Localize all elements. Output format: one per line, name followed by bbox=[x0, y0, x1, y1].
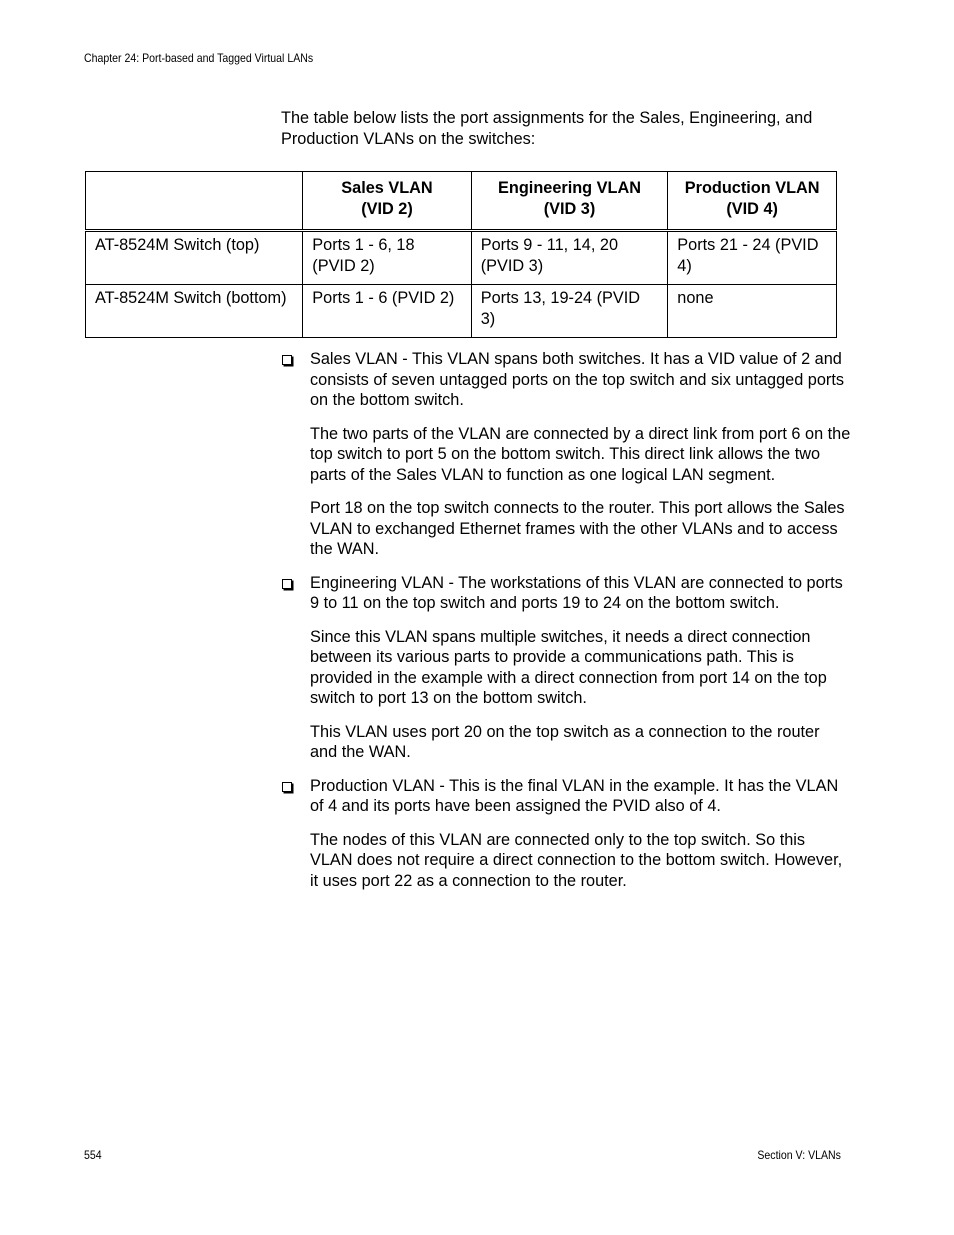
table-header-row bbox=[86, 172, 837, 231]
table-cell: Ports 21 - 24 (PVID 4) bbox=[668, 231, 837, 285]
paragraph: Port 18 on the top switch connects to the router. This port allows the Sales VLAN to exchanged Ethernet frames with the other VLANs and to access the WAN. bbox=[310, 499, 845, 558]
checkbox-bullet-icon bbox=[282, 782, 292, 792]
table-row bbox=[86, 231, 837, 285]
header-vid: (VID 2) bbox=[361, 199, 413, 218]
paragraph: Production VLAN - This is the final VLAN in the example. It has the VLAN of 4 and its ports have been assigned the PVID also of 4. bbox=[310, 776, 839, 815]
bullet-list bbox=[281, 349, 851, 904]
header-vid: (VID 3) bbox=[543, 199, 596, 218]
table-cell: Ports 1 - 6 (PVID 2) bbox=[303, 285, 471, 338]
intro-paragraph: The table below lists the port assignments for the Sales, Engineering, and Production VLANs on the switches: bbox=[281, 109, 813, 148]
table-cell: AT-8524M Switch (bottom) bbox=[86, 285, 303, 338]
header-vid: (VID 4) bbox=[726, 199, 778, 218]
header-title: Sales VLAN bbox=[341, 179, 433, 197]
paragraph: The nodes of this VLAN are connected only to the top switch. So this VLAN does not require a direct connection to the bottom switch. However, it uses port 22 as a connection to the router. bbox=[310, 830, 843, 890]
checkbox-bullet-icon bbox=[282, 355, 292, 365]
paragraph: This VLAN uses port 20 on the top switch as a connection to the router and the WAN. bbox=[310, 722, 820, 761]
header-title: Production VLAN bbox=[684, 179, 820, 197]
vlan-port-table bbox=[85, 171, 837, 338]
paragraph: Since this VLAN spans multiple switches, it needs a direct connection between its various parts to provide a communications path. This is provided in the example with a direct connection from port 14 on the top switch to port 13 on the bottom switch. bbox=[310, 627, 827, 707]
table-cell: AT-8524M Switch (top) bbox=[86, 231, 303, 285]
table-header-cell bbox=[471, 172, 668, 231]
table-header-cell bbox=[668, 172, 837, 231]
bullet-item-production bbox=[281, 776, 851, 892]
paragraph: Engineering VLAN - The workstations of this VLAN are connected to ports 9 to 11 on the top switch and ports 19 to 24 on the bottom switch. bbox=[310, 573, 843, 612]
table-cell: Ports 13, 19-24 (PVID 3) bbox=[471, 285, 668, 338]
checkbox-bullet-icon bbox=[282, 579, 292, 589]
table-row bbox=[86, 285, 837, 338]
table-cell: Ports 9 - 11, 14, 20 (PVID 3) bbox=[471, 231, 668, 285]
bullet-item-sales bbox=[281, 349, 851, 560]
table-cell: Ports 1 - 6, 18 (PVID 2) bbox=[303, 231, 471, 285]
bullet-item-engineering bbox=[281, 573, 851, 763]
table-header-cell bbox=[86, 172, 303, 231]
table-cell: none bbox=[668, 285, 837, 338]
header-title: Engineering VLAN bbox=[498, 179, 641, 197]
paragraph: Sales VLAN - This VLAN spans both switches. It has a VID value of 2 and consists of seven untagged ports on the top switch and six untagged ports on the bottom switch. bbox=[310, 350, 844, 409]
section-title: Section V: VLANs bbox=[757, 1148, 841, 1162]
running-header: Chapter 24: Port-based and Tagged Virtual LANs bbox=[84, 51, 314, 65]
page-number: 554 bbox=[84, 1148, 102, 1162]
paragraph: The two parts of the VLAN are connected by a direct link from port 6 on the top switch to port 5 on the bottom switch. This direct link allows the two parts of the Sales VLAN to function as one logical LAN segment. bbox=[310, 424, 851, 484]
table-header-cell bbox=[303, 172, 471, 231]
